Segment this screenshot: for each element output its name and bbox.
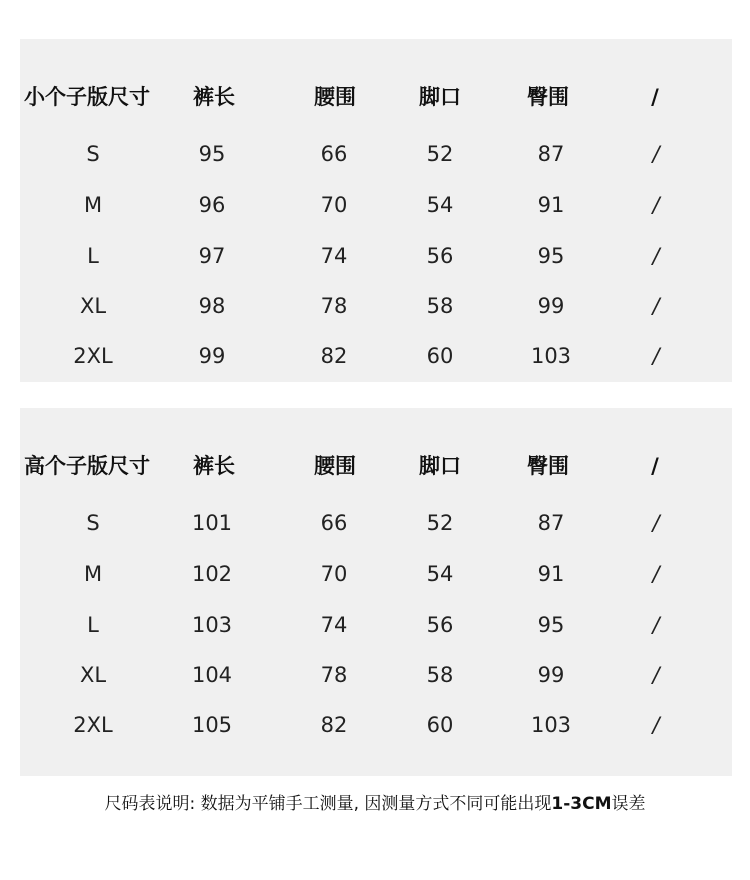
note-prefix: 尺码表说明: 数据为平铺手工测量, 因测量方式不同可能出现 [104, 794, 552, 814]
hip-cell: 103 [530, 713, 572, 737]
column-header-length: 裤长 [193, 454, 235, 478]
waist-cell: 78 [320, 294, 348, 318]
length-cell: 96 [198, 193, 226, 217]
length-cell: 101 [191, 511, 233, 535]
length-cell: 99 [198, 344, 226, 368]
waist-cell: 78 [320, 663, 348, 687]
hem-cell: 56 [426, 613, 454, 637]
size-chart-note [0, 790, 750, 818]
column-header-hip: 臀围 [527, 85, 569, 109]
column-header-hem: 脚口 [419, 85, 461, 109]
size-cell: L [87, 613, 99, 637]
size-table-petite [20, 39, 732, 382]
note-error-range: 1-3CM [551, 794, 612, 814]
slash-cell: / [652, 294, 660, 318]
length-cell: 95 [198, 142, 226, 166]
size-cell: XL [79, 294, 107, 318]
table-row [20, 554, 732, 594]
slash-cell: / [652, 511, 660, 535]
table-row [20, 605, 732, 645]
table-row [20, 705, 732, 745]
table-row [20, 134, 732, 174]
hip-cell: 91 [537, 562, 565, 586]
slash-cell: / [652, 244, 660, 268]
length-cell: 102 [191, 562, 233, 586]
waist-cell: 66 [320, 511, 348, 535]
size-cell: S [86, 142, 100, 166]
size-table-tall [20, 408, 732, 776]
waist-cell: 74 [320, 613, 348, 637]
column-header-length: 裤长 [193, 85, 235, 109]
slash-cell: / [652, 562, 660, 586]
column-header-hem: 脚口 [419, 454, 461, 478]
table-row [20, 236, 732, 276]
waist-cell: 70 [320, 562, 348, 586]
slash-cell: / [652, 613, 660, 637]
length-cell: 103 [191, 613, 233, 637]
hip-cell: 95 [537, 613, 565, 637]
length-cell: 98 [198, 294, 226, 318]
slash-cell: / [652, 663, 660, 687]
table-row [20, 503, 732, 543]
slash-cell: / [652, 142, 660, 166]
hip-cell: 91 [537, 193, 565, 217]
hip-cell: 95 [537, 244, 565, 268]
table-row [20, 336, 732, 376]
note-suffix: 误差 [611, 794, 646, 814]
table-title: 小个子版尺寸 [24, 85, 150, 109]
hem-cell: 52 [426, 511, 454, 535]
size-cell: M [83, 562, 103, 586]
column-header-hip: 臀围 [527, 454, 569, 478]
column-header-waist: 腰围 [314, 454, 356, 478]
length-cell: 105 [191, 713, 233, 737]
waist-cell: 74 [320, 244, 348, 268]
hem-cell: 56 [426, 244, 454, 268]
table-header-row [20, 446, 732, 486]
slash-cell: / [652, 713, 660, 737]
length-cell: 97 [198, 244, 226, 268]
column-header-waist: 腰围 [314, 85, 356, 109]
hem-cell: 54 [426, 193, 454, 217]
waist-cell: 82 [320, 713, 348, 737]
slash-cell: / [652, 344, 660, 368]
hem-cell: 54 [426, 562, 454, 586]
hem-cell: 58 [426, 294, 454, 318]
size-cell: 2XL [73, 713, 113, 737]
hip-cell: 99 [537, 294, 565, 318]
hip-cell: 87 [537, 142, 565, 166]
table-header-row [20, 77, 732, 117]
hip-cell: 87 [537, 511, 565, 535]
table-title: 高个子版尺寸 [24, 454, 150, 478]
waist-cell: 70 [320, 193, 348, 217]
table-row [20, 286, 732, 326]
size-cell: 2XL [73, 344, 113, 368]
length-cell: 104 [191, 663, 233, 687]
hem-cell: 52 [426, 142, 454, 166]
waist-cell: 82 [320, 344, 348, 368]
hip-cell: 99 [537, 663, 565, 687]
size-cell: XL [79, 663, 107, 687]
hip-cell: 103 [530, 344, 572, 368]
hem-cell: 60 [426, 344, 454, 368]
hem-cell: 60 [426, 713, 454, 737]
column-header-slash: / [651, 454, 659, 478]
table-row [20, 185, 732, 225]
size-cell: S [86, 511, 100, 535]
table-row [20, 655, 732, 695]
size-cell: L [87, 244, 99, 268]
size-cell: M [83, 193, 103, 217]
slash-cell: / [652, 193, 660, 217]
waist-cell: 66 [320, 142, 348, 166]
hem-cell: 58 [426, 663, 454, 687]
column-header-slash: / [651, 85, 659, 109]
